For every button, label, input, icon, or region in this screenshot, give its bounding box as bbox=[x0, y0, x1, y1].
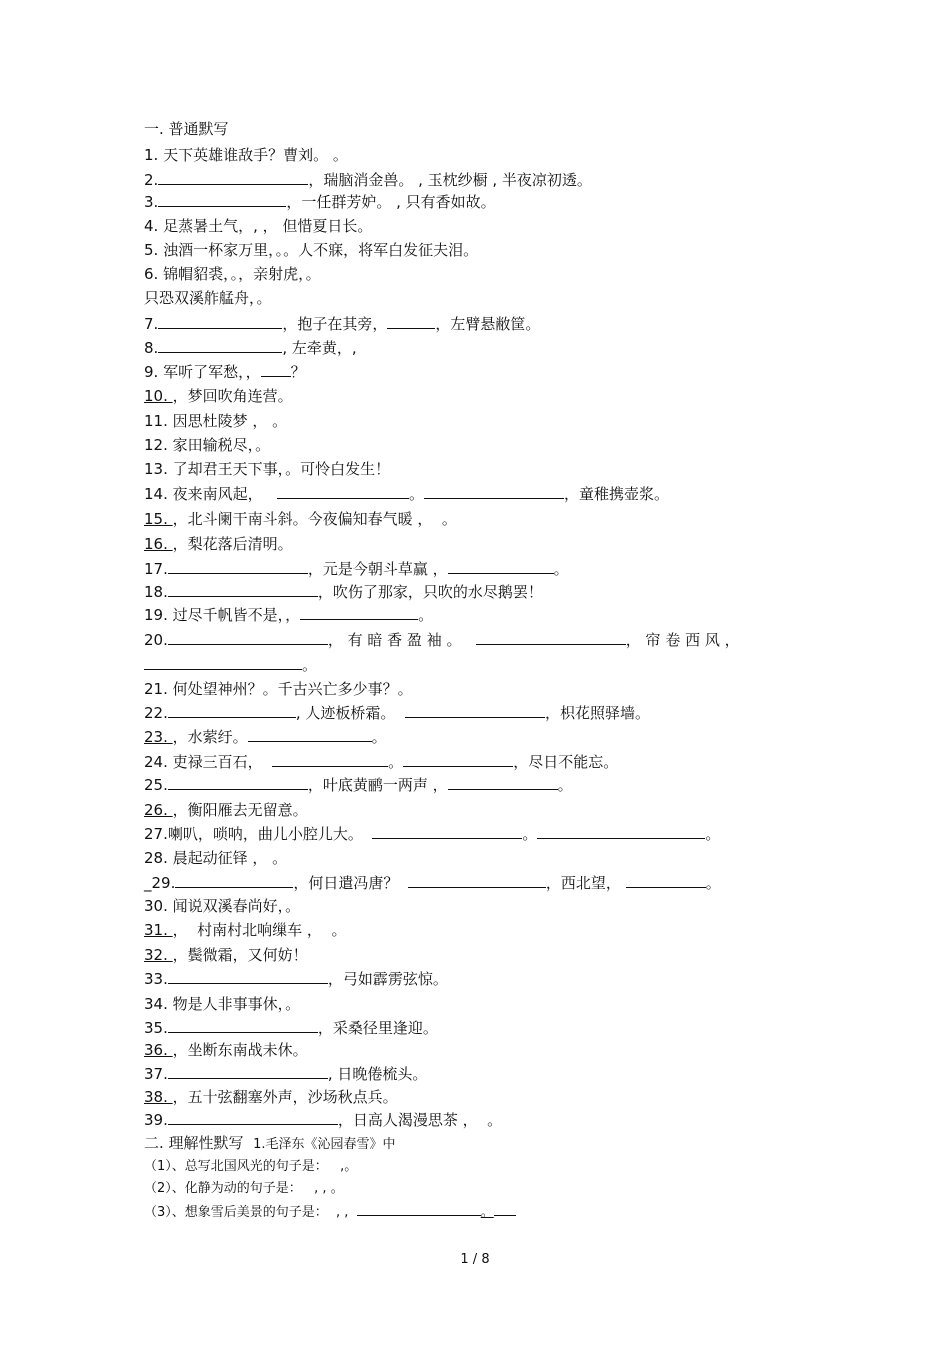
question-20: 20. ， 有 暗 香 盈 袖 。 ， 帘 卷 西 风 ， bbox=[144, 631, 740, 649]
answer-blank[interactable] bbox=[168, 1110, 338, 1125]
answer-blank[interactable] bbox=[168, 969, 328, 984]
question-10: 10. ，梦回吹角连营。 bbox=[144, 387, 293, 405]
question-20-cont: 。 bbox=[144, 655, 317, 675]
question-32: 32. ，鬓微霜，又何妨！ bbox=[144, 946, 308, 964]
question-5: 5. 浊酒一杯家万里，。。人不寐，将军白发征夫泪。 bbox=[144, 241, 479, 259]
question-35: 35. ，采桑径里逢迎。 bbox=[144, 1019, 438, 1037]
question-17: 17. ，元是今朝斗草赢 ， 。 bbox=[144, 560, 569, 578]
answer-blank[interactable] bbox=[387, 314, 435, 329]
answer-blank[interactable] bbox=[168, 703, 296, 718]
section-2-q1: （1）、总写北国风光的句子是： ,。 bbox=[144, 1159, 358, 1174]
answer-blank[interactable] bbox=[494, 1201, 516, 1216]
answer-blank[interactable] bbox=[144, 655, 302, 670]
answer-blank[interactable] bbox=[403, 752, 513, 767]
question-18: 18. ，吹伤了那家，只吹的水尽鹅罢！ bbox=[144, 583, 543, 601]
section-1-title: 一. 普通默写 bbox=[144, 120, 229, 138]
question-8: 8. , 左牵黄，, bbox=[144, 339, 357, 357]
question-6: 6. 锦帽貂裘，。，亲射虎，。 bbox=[144, 265, 321, 283]
answer-blank[interactable] bbox=[405, 703, 545, 718]
answer-blank[interactable] bbox=[158, 338, 282, 353]
answer-blank[interactable] bbox=[248, 727, 372, 742]
section-2-title: 二. 理解性默写 bbox=[144, 1134, 244, 1152]
question-25: 25. ，叶底黄鹂一两声 ， 。 bbox=[144, 776, 573, 794]
answer-blank[interactable] bbox=[448, 559, 554, 574]
answer-blank[interactable] bbox=[408, 873, 546, 888]
question-39: 39. ，日高人渴漫思茶 ， 。 bbox=[144, 1111, 503, 1129]
answer-blank[interactable] bbox=[158, 170, 308, 185]
question-24: 24. 吏禄三百石， 。 ，尽日不能忘。 bbox=[144, 753, 619, 771]
answer-blank[interactable] bbox=[168, 630, 328, 645]
question-7: 7. ，抱子在其旁， ，左臂悬敝筐。 bbox=[144, 315, 541, 333]
answer-blank[interactable] bbox=[537, 824, 705, 839]
answer-blank[interactable] bbox=[168, 1018, 318, 1033]
answer-blank[interactable] bbox=[448, 775, 558, 790]
question-19: 19. 过尽千帆皆不是，， 。 bbox=[144, 606, 434, 624]
answer-blank[interactable] bbox=[175, 873, 293, 888]
question-11: 11. 因思杜陵梦 ， 。 bbox=[144, 412, 288, 430]
question-33: 33. ，弓如霹雳弦惊。 bbox=[144, 970, 448, 988]
answer-blank[interactable] bbox=[424, 484, 564, 499]
question-31: 31. ， 村南村北响缫车 ， 。 bbox=[144, 921, 347, 939]
question-14: 14. 夜来南风起， 。 ，童稚携壶浆。 bbox=[144, 485, 669, 503]
answer-blank[interactable] bbox=[168, 1064, 328, 1079]
section-2-intro: 1.毛泽东《沁园春雪》中 bbox=[253, 1137, 396, 1152]
answer-blank[interactable] bbox=[272, 752, 388, 767]
answer-blank[interactable] bbox=[372, 824, 522, 839]
question-29: _29. ，何日遣冯唐？ ，西北望， 。 bbox=[144, 874, 721, 892]
question-9: 9. 军听了军愁，， ？ bbox=[144, 363, 306, 381]
answer-blank[interactable] bbox=[158, 314, 282, 329]
question-28: 28. 晨起动征铎 ， 。 bbox=[144, 849, 288, 867]
answer-blank[interactable] bbox=[626, 873, 706, 888]
answer-blank[interactable] bbox=[261, 362, 291, 377]
question-2: 2. ，瑞脑消金兽。 , 玉枕纱橱 , 半夜凉初透。 bbox=[144, 171, 592, 189]
question-13: 13. 了却君王天下事，。可怜白发生！ bbox=[144, 460, 391, 478]
section-2-q3: （3）、想象雪后美景的句子是： , , 。 bbox=[144, 1201, 516, 1223]
answer-blank[interactable] bbox=[277, 484, 409, 499]
question-6-cont: 只恐双溪舴艋舟，。 bbox=[144, 289, 272, 307]
question-27: 27.喇叭，唢呐，曲儿小腔儿大。 。 。 bbox=[144, 825, 721, 843]
question-36: 36. ，坐断东南战未休。 bbox=[144, 1041, 308, 1059]
answer-blank[interactable] bbox=[168, 559, 308, 574]
answer-blank[interactable] bbox=[300, 605, 418, 620]
question-38: 38. ，五十弦翻塞外声，沙场秋点兵。 bbox=[144, 1088, 398, 1106]
question-3: 3. ，一任群芳妒。 , 只有香如故。 bbox=[144, 193, 496, 211]
section-2-q2: （2）、化静为动的句子是： , , 。 bbox=[144, 1181, 344, 1196]
question-30: 30. 闻说双溪春尚好，。 bbox=[144, 897, 301, 915]
section-2-heading bbox=[144, 1133, 396, 1155]
answer-blank[interactable] bbox=[158, 192, 286, 207]
answer-blank[interactable] bbox=[168, 582, 318, 597]
question-4: 4. 足蒸暑土气，, ， 但惜夏日长。 bbox=[144, 217, 373, 235]
answer-blank[interactable] bbox=[357, 1201, 481, 1216]
page-number: 1 / 8 bbox=[460, 1252, 490, 1267]
question-12: 12. 家田输税尽，。 bbox=[144, 436, 271, 454]
question-15: 15. ，北斗阑干南斗斜。今夜偏知春气暖 ， 。 bbox=[144, 510, 457, 528]
question-26: 26. ，衡阳雁去无留意。 bbox=[144, 801, 308, 819]
question-34: 34. 物是人非事事休，。 bbox=[144, 995, 301, 1013]
question-1: 1. 天下英雄谁敌手？曹刘。 。 bbox=[144, 146, 348, 164]
question-23: 23. ，水萦纡。 。 bbox=[144, 728, 387, 746]
question-22: 22. , 人迹板桥霜。 ，枳花照驿墙。 bbox=[144, 704, 650, 722]
question-21: 21. 何处望神州？。千古兴亡多少事？。 bbox=[144, 680, 413, 698]
question-16: 16. ，梨花落后清明。 bbox=[144, 535, 293, 553]
question-37: 37. , 日晚倦梳头。 bbox=[144, 1065, 428, 1083]
answer-blank[interactable] bbox=[168, 775, 308, 790]
answer-blank[interactable] bbox=[476, 630, 626, 645]
